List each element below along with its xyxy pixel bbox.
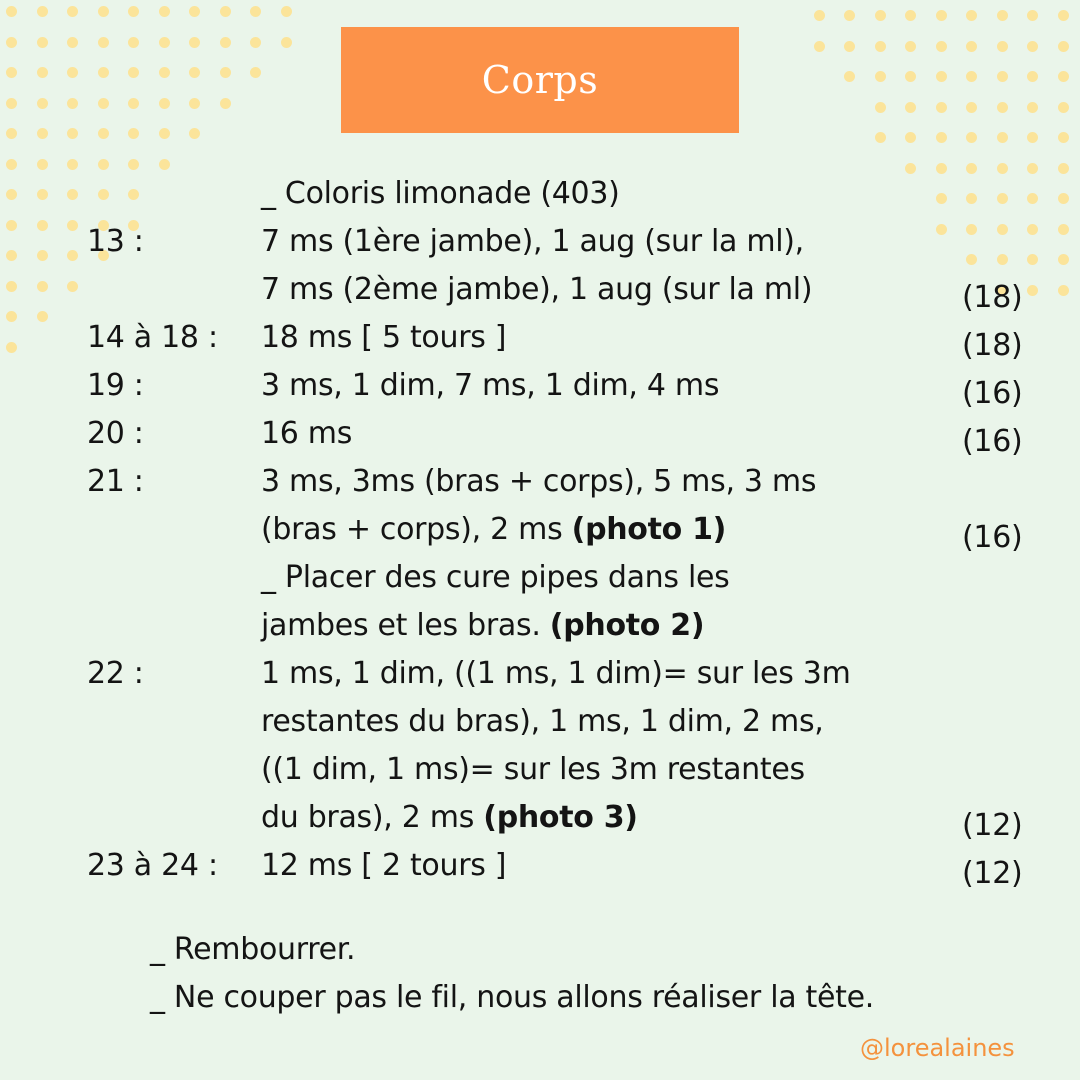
dot [37,67,48,78]
stitch-count: (16) [962,376,1023,411]
note-text: _ Placer des cure pipes dans les [261,560,730,595]
dot [98,98,109,109]
dot [1058,132,1069,143]
page-title: Corps [481,58,599,102]
dot [844,71,855,82]
dot [1027,163,1038,174]
row-text: 1 ms, 1 dim, ((1 ms, 1 dim)= sur les 3m [261,656,851,691]
dot [997,41,1008,52]
stitch-count: (18) [962,280,1023,315]
dot [159,128,170,139]
dot [159,67,170,78]
dot [6,67,17,78]
dot [875,10,886,21]
dot [128,128,139,139]
dot [189,67,200,78]
dot [1027,41,1038,52]
row-number: 20 : [87,416,144,451]
intro-line: _ Coloris limonade (403) [261,176,620,211]
dot [1027,224,1038,235]
note-text [261,602,704,650]
row-number: 23 à 24 : [87,848,218,883]
dot [6,37,17,48]
dot [814,41,825,52]
dot [1058,102,1069,113]
dot [220,67,231,78]
dot [997,10,1008,21]
dot [997,193,1008,204]
dot [997,71,1008,82]
photo-ref: (photo 2) [549,608,705,643]
dot [6,281,17,292]
dot [966,102,977,113]
dot [936,132,947,143]
dot [189,128,200,139]
dot [6,311,17,322]
dot [966,193,977,204]
final-note: _ Rembourrer. [150,932,356,967]
dot [6,159,17,170]
row-number: 13 : [87,224,144,259]
dot [1027,193,1038,204]
row-text-part: (bras + corps), 2 ms [261,512,572,547]
dot [997,254,1008,265]
dot [6,220,17,231]
dot [844,41,855,52]
dot [814,10,825,21]
dot [966,71,977,82]
dot [128,37,139,48]
dot [936,224,947,235]
dot [875,41,886,52]
dot [37,6,48,17]
dot [98,189,109,200]
dot [1058,10,1069,21]
note-text-part: jambes et les bras. [261,608,550,643]
photo-ref: (photo 1) [571,512,727,547]
photo-ref: (photo 3) [483,800,638,835]
dot [1027,71,1038,82]
stitch-count: (12) [962,856,1023,891]
row-text: 7 ms (1ère jambe), 1 aug (sur la ml), [261,224,804,259]
dot [67,128,78,139]
row-text: 3 ms, 1 dim, 7 ms, 1 dim, 4 ms [261,368,720,403]
dot [905,41,916,52]
dot [159,37,170,48]
dot [1058,254,1069,265]
dot [1027,132,1038,143]
dot [997,132,1008,143]
dot [250,37,261,48]
dot [128,6,139,17]
dot [37,281,48,292]
row-text: ((1 dim, 1 ms)= sur les 3m restantes [261,752,805,787]
dot [905,10,916,21]
row-text: 12 ms [ 2 tours ] [261,848,507,883]
dot [997,224,1008,235]
dot [37,189,48,200]
row-text: 16 ms [261,416,353,451]
dot [37,250,48,261]
dot [936,102,947,113]
dot [37,128,48,139]
row-text [261,506,726,554]
dot [67,6,78,17]
row-number: 21 : [87,464,144,499]
row-number: 22 : [87,656,144,691]
author-handle: @lorealaines [860,1034,1015,1062]
dot [189,98,200,109]
stitch-count: (12) [962,808,1023,843]
dot [936,163,947,174]
stitch-count: (18) [962,328,1023,363]
dot [875,102,886,113]
dot [220,98,231,109]
dot [250,67,261,78]
dot [1058,41,1069,52]
title-banner [341,27,739,133]
dot [905,71,916,82]
dot [159,6,170,17]
dot [905,132,916,143]
dot [98,37,109,48]
dot [67,281,78,292]
dot [905,163,916,174]
row-text: 3 ms, 3ms (bras + corps), 5 ms, 3 ms [261,464,817,499]
dot [6,250,17,261]
dot [159,159,170,170]
dot [98,159,109,170]
dot [966,41,977,52]
row-number: 19 : [87,368,144,403]
dot [98,128,109,139]
row-text: restantes du bras), 1 ms, 1 dim, 2 ms, [261,704,824,739]
dot [37,159,48,170]
dot [128,159,139,170]
dot [905,102,916,113]
dot [966,254,977,265]
stitch-count: (16) [962,424,1023,459]
dot [128,67,139,78]
dot [6,98,17,109]
dot [997,102,1008,113]
dot [67,159,78,170]
dot [220,6,231,17]
dot [67,67,78,78]
dot [281,6,292,17]
dot [875,71,886,82]
dot [1058,224,1069,235]
dot [37,220,48,231]
row-text-part: du bras), 2 ms [261,800,484,835]
dot [159,98,170,109]
dot [844,10,855,21]
dot [966,163,977,174]
final-note: _ Ne couper pas le fil, nous allons réaliser la tête. [150,980,875,1015]
dot [281,37,292,48]
dot [6,6,17,17]
dot [966,132,977,143]
dot [6,342,17,353]
dot [936,193,947,204]
row-text: 7 ms (2ème jambe), 1 aug (sur la ml) [261,272,813,307]
dot [1058,193,1069,204]
dot [189,37,200,48]
dot [1027,10,1038,21]
dot [1027,102,1038,113]
row-number: 14 à 18 : [87,320,218,355]
row-text [261,794,638,842]
dot [1058,71,1069,82]
dot [128,189,139,200]
dot [98,6,109,17]
dot [936,71,947,82]
dot [67,250,78,261]
dot [1058,285,1069,296]
stitch-count: (16) [962,520,1023,555]
dot [67,98,78,109]
dot [966,10,977,21]
row-text: 18 ms [ 5 tours ] [261,320,507,355]
dot [936,41,947,52]
dot [1027,285,1038,296]
dot [1027,254,1038,265]
dot [37,37,48,48]
dot [189,6,200,17]
dot [37,98,48,109]
dot [1058,163,1069,174]
dot [997,163,1008,174]
dot [128,98,139,109]
dot [936,10,947,21]
dot [98,67,109,78]
dot [6,189,17,200]
dot [67,189,78,200]
dot [875,132,886,143]
dot [67,37,78,48]
dot [6,128,17,139]
dot [220,37,231,48]
dot [966,224,977,235]
dot [37,311,48,322]
dot [250,6,261,17]
dot [67,220,78,231]
